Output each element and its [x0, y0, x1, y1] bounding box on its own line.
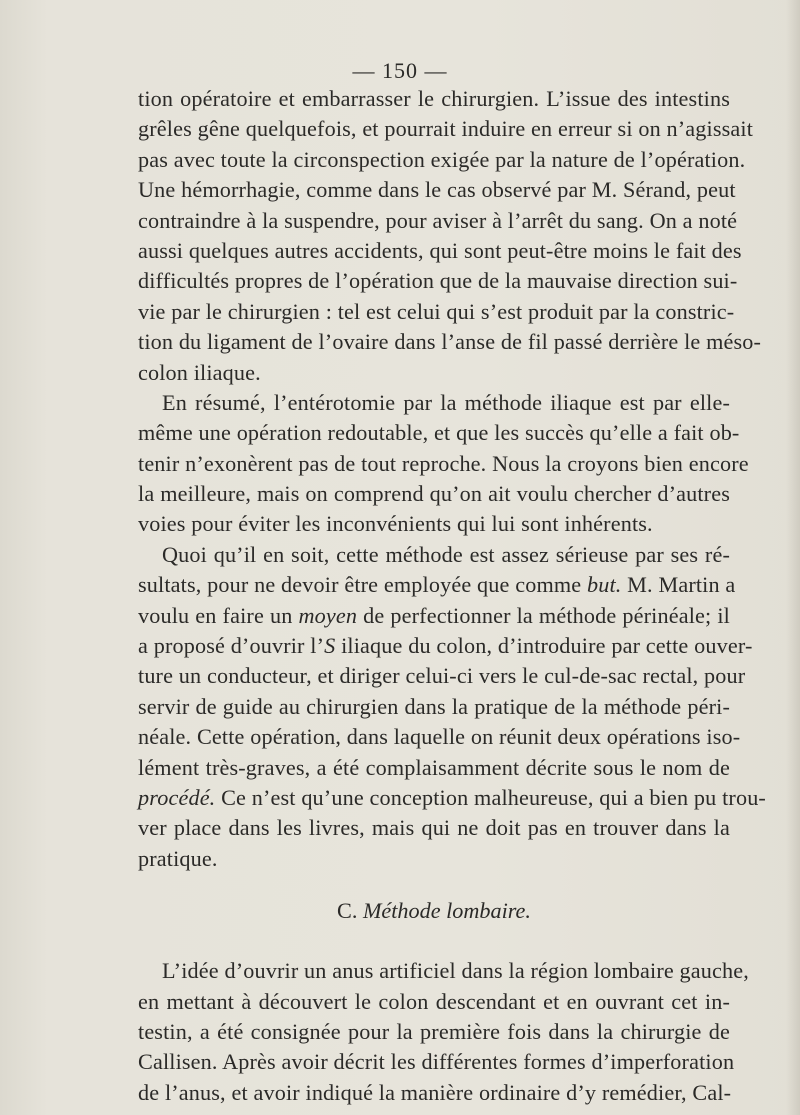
page-edge-shadow — [786, 0, 800, 1115]
text-line — [138, 783, 766, 813]
text-line: lément très-graves, a été complaisamment décrite sous le nom de — [138, 754, 730, 780]
italic-word: procédé. — [138, 784, 216, 810]
text-line: servir de guide au chirurgien dans la pratique de la méthode péri- — [138, 693, 730, 719]
spacer — [138, 874, 730, 896]
text-line: Une hémorrhagie, comme dans le cas observé par M. Sérand, peut — [138, 177, 736, 203]
text-run: de perfectionner la méthode périnéale; il — [363, 602, 730, 628]
paragraph-3 — [138, 540, 766, 874]
text-line: pas avec toute la circonspection exigée par la nature de l’opération. — [138, 146, 746, 172]
text-run: sultats, pour ne devoir être employée que comme — [138, 572, 582, 598]
text-line: de l’anus, et avoir indiqué la manière ordinaire d’y remédier, Cal- — [138, 1079, 732, 1105]
text-run: a proposé d’ouvrir l’ — [138, 633, 325, 659]
text-line: pratique. — [138, 845, 218, 871]
italic-word: moyen — [298, 602, 358, 628]
text-line: tion opératoire et embarrasser le chirurgien. L’issue des intestins — [138, 86, 730, 111]
text-line: en mettant à découvert le colon descendant et en ouvrant cet in- — [138, 988, 730, 1014]
section-heading — [138, 896, 730, 926]
text-block — [138, 84, 766, 1108]
paragraph-1 — [138, 84, 762, 388]
text-line: aussi quelques autres accidents, qui sont peut-être moins le fait des — [138, 237, 742, 263]
section-letter: C. — [337, 898, 358, 924]
text-line: tenir n’exonèrent pas de tout reproche. Nous la croyons bien encore — [138, 450, 749, 476]
italic-word: but. — [586, 572, 622, 598]
text-line: néale. Cette opération, dans laquelle on réunit deux opérations iso- — [138, 724, 741, 750]
section-title: Méthode lombaire. — [362, 898, 531, 924]
text-line: tion du ligament de l’ovaire dans l’anse de fil passé derrière le méso- — [138, 329, 762, 355]
text-line: colon iliaque. — [138, 359, 261, 385]
text-run: M. Martin a — [627, 572, 736, 598]
text-line — [138, 631, 753, 661]
text-line: voies pour éviter les inconvénients qui lui sont inhérents. — [138, 511, 653, 537]
text-line: ver place dans les livres, mais qui ne doit pas en trouver dans la — [138, 815, 730, 841]
italic-word: S — [324, 633, 336, 659]
text-line — [138, 570, 736, 600]
text-run: iliaque du colon, d’introduire par cette ouver- — [341, 633, 753, 659]
text-line: grêles gêne quelquefois, et pourrait induire en erreur si on n’agissait — [138, 116, 754, 142]
text-line: Quoi qu’il en soit, cette méthode est assez sérieuse par ses ré- — [162, 541, 730, 567]
paragraph-4 — [138, 956, 749, 1108]
text-line: ture un conducteur, et diriger celui-ci vers le cul-de-sac rectal, pour — [138, 663, 746, 689]
spacer — [138, 926, 730, 956]
text-line: En résumé, l’entérotomie par la méthode iliaque est par elle- — [162, 389, 730, 415]
text-run: Ce n’est qu’une conception malheureuse, qui a bien pu trou- — [221, 784, 766, 810]
page-number: — 150 — — [352, 58, 448, 83]
text-line: même une opération redoutable, et que les succès qu’elle a fait ob- — [138, 420, 740, 446]
paragraph-2 — [138, 388, 749, 540]
text-line: Callisen. Après avoir décrit les différentes formes d’imperforation — [138, 1049, 735, 1075]
text-line: testin, a été consignée pour la première fois dans la chirurgie de — [138, 1018, 730, 1044]
text-line: contraindre à la suspendre, pour aviser à l’arrêt du sang. On a noté — [138, 207, 738, 233]
text-run: voulu en faire un — [138, 602, 293, 628]
text-line — [138, 601, 730, 631]
text-line: L’idée d’ouvrir un anus artificiel dans la région lombaire gauche, — [162, 958, 749, 984]
text-line: la meilleure, mais on comprend qu’on ait voulu chercher d’autres — [138, 481, 730, 507]
text-line: vie par le chirurgien : tel est celui qui s’est produit par la constric- — [138, 298, 735, 324]
text-line: difficultés propres de l’opération que de la mauvaise direction sui- — [138, 268, 738, 294]
